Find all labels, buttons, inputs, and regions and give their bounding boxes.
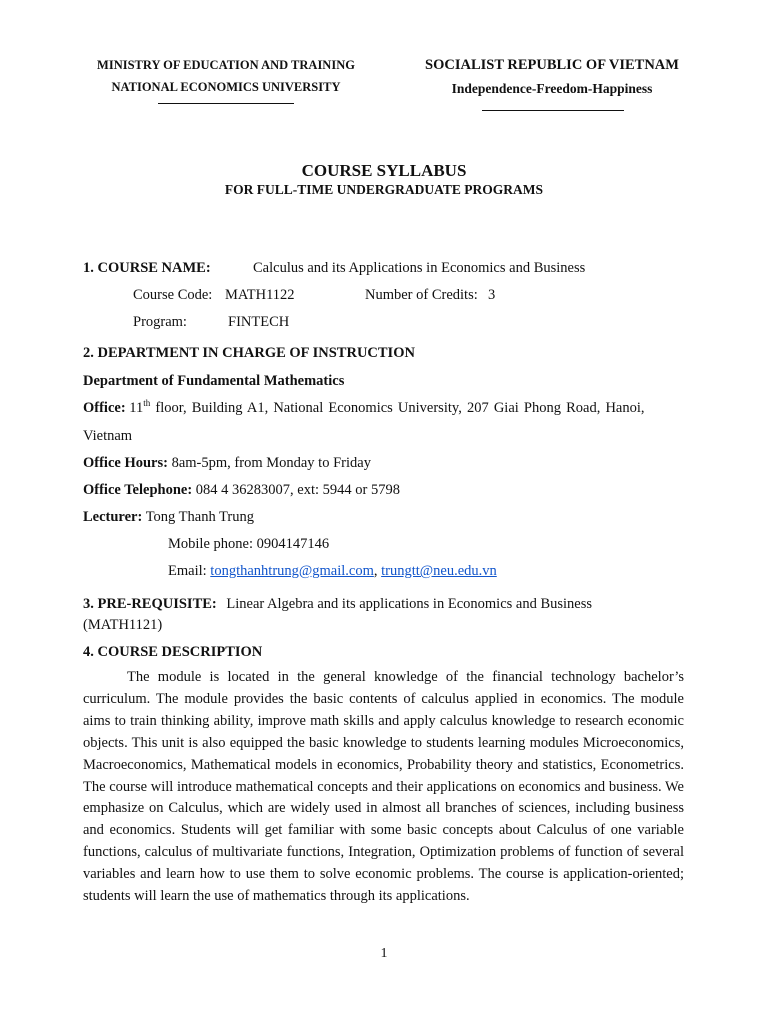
section1-label: 1. COURSE NAME: <box>83 260 211 276</box>
ministry-name: MINISTRY OF EDUCATION AND TRAINING <box>97 58 355 72</box>
office-telephone-value: 084 4 36283007, ext: 5944 or 5798 <box>195 482 400 498</box>
prerequisite-code: (MATH1121) <box>83 617 163 633</box>
section3-label: 3. PRE-REQUISITE: <box>83 596 217 612</box>
email-label: Email: <box>168 563 207 579</box>
prerequisite-name: Linear Algebra and its applications in Economics and Business <box>226 596 593 612</box>
email-separator: , <box>373 563 378 579</box>
program-label: Program: <box>133 314 187 330</box>
lecturer-line <box>83 507 254 527</box>
office-telephone-line <box>83 480 400 500</box>
mobile-line <box>168 534 329 554</box>
email-link-neu[interactable]: trungtt@neu.edu.vn <box>381 563 497 579</box>
page-subtitle: FOR FULL-TIME UNDERGRADUATE PROGRAMS <box>224 182 544 197</box>
email-line <box>168 561 497 581</box>
office-telephone-label: Office Telephone: <box>83 482 193 498</box>
header-left-rule <box>158 103 294 104</box>
section4-label: 4. COURSE DESCRIPTION <box>83 644 263 660</box>
university-name: NATIONAL ECONOMICS UNIVERSITY <box>111 80 341 94</box>
section3-line <box>83 594 592 614</box>
course-description-paragraph: The module is located in the general knowledge of the financial technology bachelor’s curriculum. The module provides the basic contents of calculus applied in economics. The module aims to train thinking ability, improve math skills and apply calculus knowledge to research economic objects. This unit is also equipped the basic knowledge to students learning modules Microeconomics, Macroeconomics, Mathematical models in economics, Probability theory and statistics, Econometrics. The course will introduce mathematical concepts and their applications on economics and business. We emphasize on Calculus, which are widely used in almost all branches of sciences, including business and economics. Students will get familiar with some basic concepts about Calculus of one variable functions, calculus of multivariate functions, Integration, Optimization problems of function of several variables and learn how to use them to solve economic problems. The course is application-oriented; students will learn the use of mathematics through its applications. <box>83 669 684 905</box>
mobile-number: 0904147146 <box>256 536 330 552</box>
page-title: COURSE SYLLABUS <box>301 161 467 180</box>
office-address: floor, Building A1, National Economics University, 207 Giai Phong Road, Hanoi, <box>150 400 645 416</box>
course-name: Calculus and its Applications in Economics and Business <box>253 260 586 276</box>
header-right-rule <box>482 110 624 111</box>
office-floor-suffix: th <box>143 398 151 409</box>
email-link-gmail[interactable]: tongthanhtrung@gmail.com <box>210 563 374 579</box>
header-left <box>82 54 370 98</box>
office-line <box>83 398 645 418</box>
office-hours-value: 8am-5pm, from Monday to Friday <box>171 455 371 471</box>
motto: Independence-Freedom-Happiness <box>451 81 653 96</box>
course-code-label: Course Code: <box>133 287 213 303</box>
course-code: MATH1122 <box>225 287 295 303</box>
lecturer-name: Tong Thanh Trung <box>145 509 254 525</box>
section2-label: 2. DEPARTMENT IN CHARGE OF INSTRUCTION <box>83 345 415 361</box>
office-address-continued: Vietnam <box>83 428 133 444</box>
credits-value: 3 <box>488 287 496 303</box>
office-hours-label: Office Hours: <box>83 455 168 471</box>
credits-label: Number of Credits: <box>365 287 478 303</box>
program-value: FINTECH <box>228 314 290 330</box>
office-hours-line <box>83 453 371 473</box>
office-label: Office: <box>83 400 126 416</box>
republic-name: SOCIALIST REPUBLIC OF VIETNAM <box>425 57 679 73</box>
lecturer-label: Lecturer: <box>83 509 143 525</box>
mobile-label: Mobile phone: <box>168 536 253 552</box>
office-floor: 11 <box>129 400 144 416</box>
department-name: Department of Fundamental Mathematics <box>83 373 345 389</box>
page-number: 1 <box>380 946 388 961</box>
header-right <box>408 54 696 102</box>
